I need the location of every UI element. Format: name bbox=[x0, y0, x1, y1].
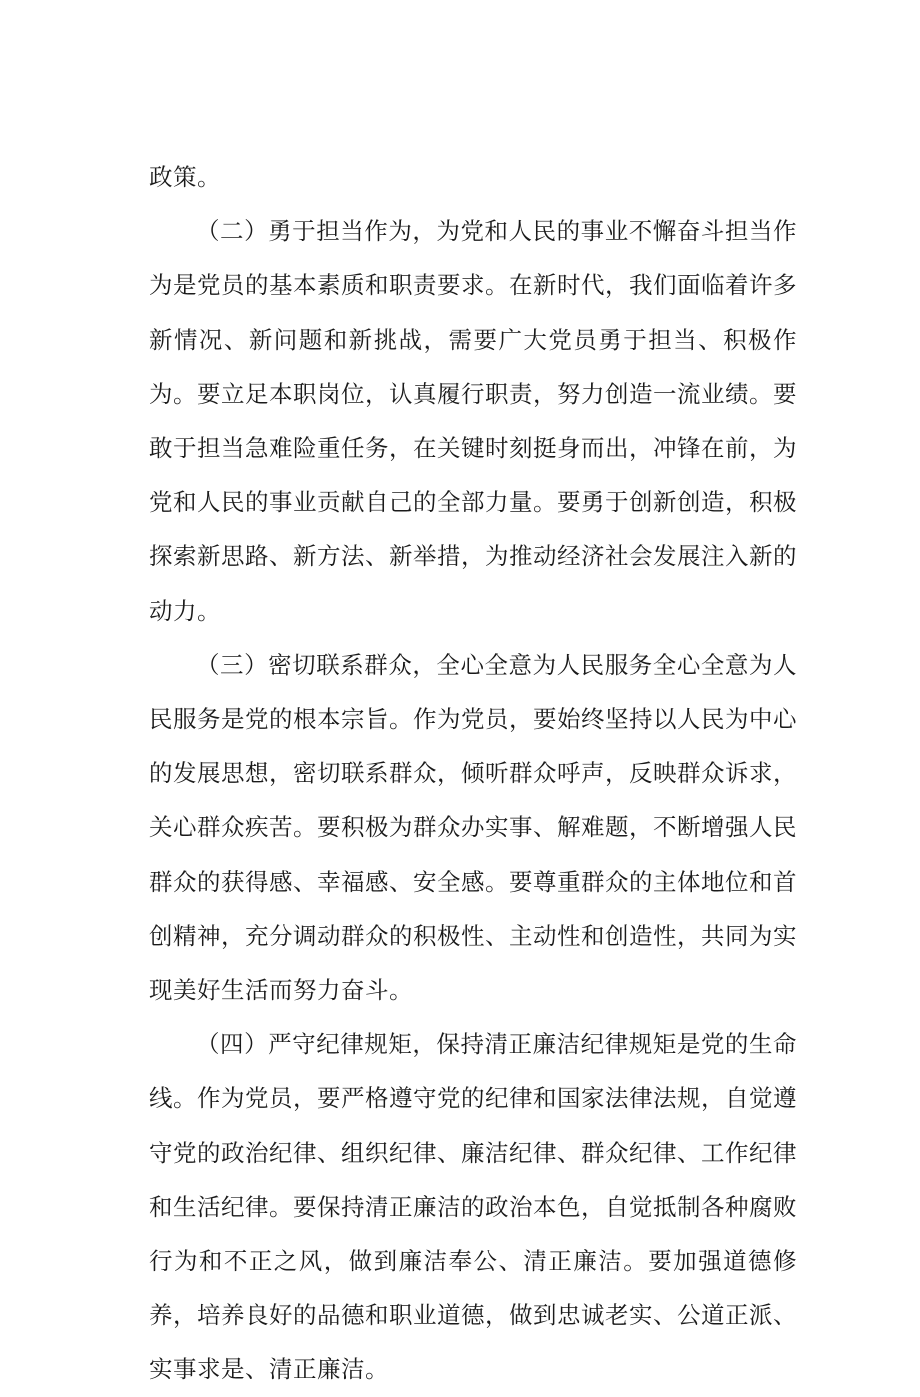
document-body bbox=[149, 150, 797, 1397]
paragraph-section-4: （四）严守纪律规矩，保持清正廉洁纪律规矩是党的生命线。作为党员，要严格遵守党的纪律和国家法律法规，自觉遵守党的政治纪律、组织纪律、廉洁纪律、群众纪律、工作纪律和生活纪律。要保持清正廉洁的政治本色，自觉抵制各种腐败行为和不正之风，做到廉洁奉公、清正廉洁。要加强道德修养，培养良好的品德和职业道德，做到忠诚老实、公道正派、实事求是、清正廉洁。 bbox=[149, 1030, 797, 1384]
paragraph-section-3: （三）密切联系群众，全心全意为人民服务全心全意为人民服务是党的根本宗旨。作为党员，要始终坚持以人民为中心的发展思想，密切联系群众，倾听群众呼声，反映群众诉求，关心群众疾苦。要积极为群众办实事、解难题，不断增强人民群众的获得感、幸福感、安全感。要尊重群众的主体地位和首创精神，充分调动群众的积极性、主动性和创造性，共同为实现美好生活而努力奋斗。 bbox=[149, 650, 797, 1005]
paragraph-section-2: （二）勇于担当作为，为党和人民的事业不懈奋斗担当作为是党员的基本素质和职责要求。在新时代，我们面临着许多新情况、新问题和新挑战，需要广大党员勇于担当、积极作为。要立足本职岗位，认真履行职责，努力创造一流业绩。要敢于担当急难险重任务，在关键时刻挺身而出，冲锋在前，为党和人民的事业贡献自己的全部力量。要勇于创新创造，积极探索新思路、新方法、新举措，为推动经济社会发展注入新的动力。 bbox=[149, 217, 797, 625]
paragraph-continuation: 政策。 bbox=[149, 163, 221, 191]
